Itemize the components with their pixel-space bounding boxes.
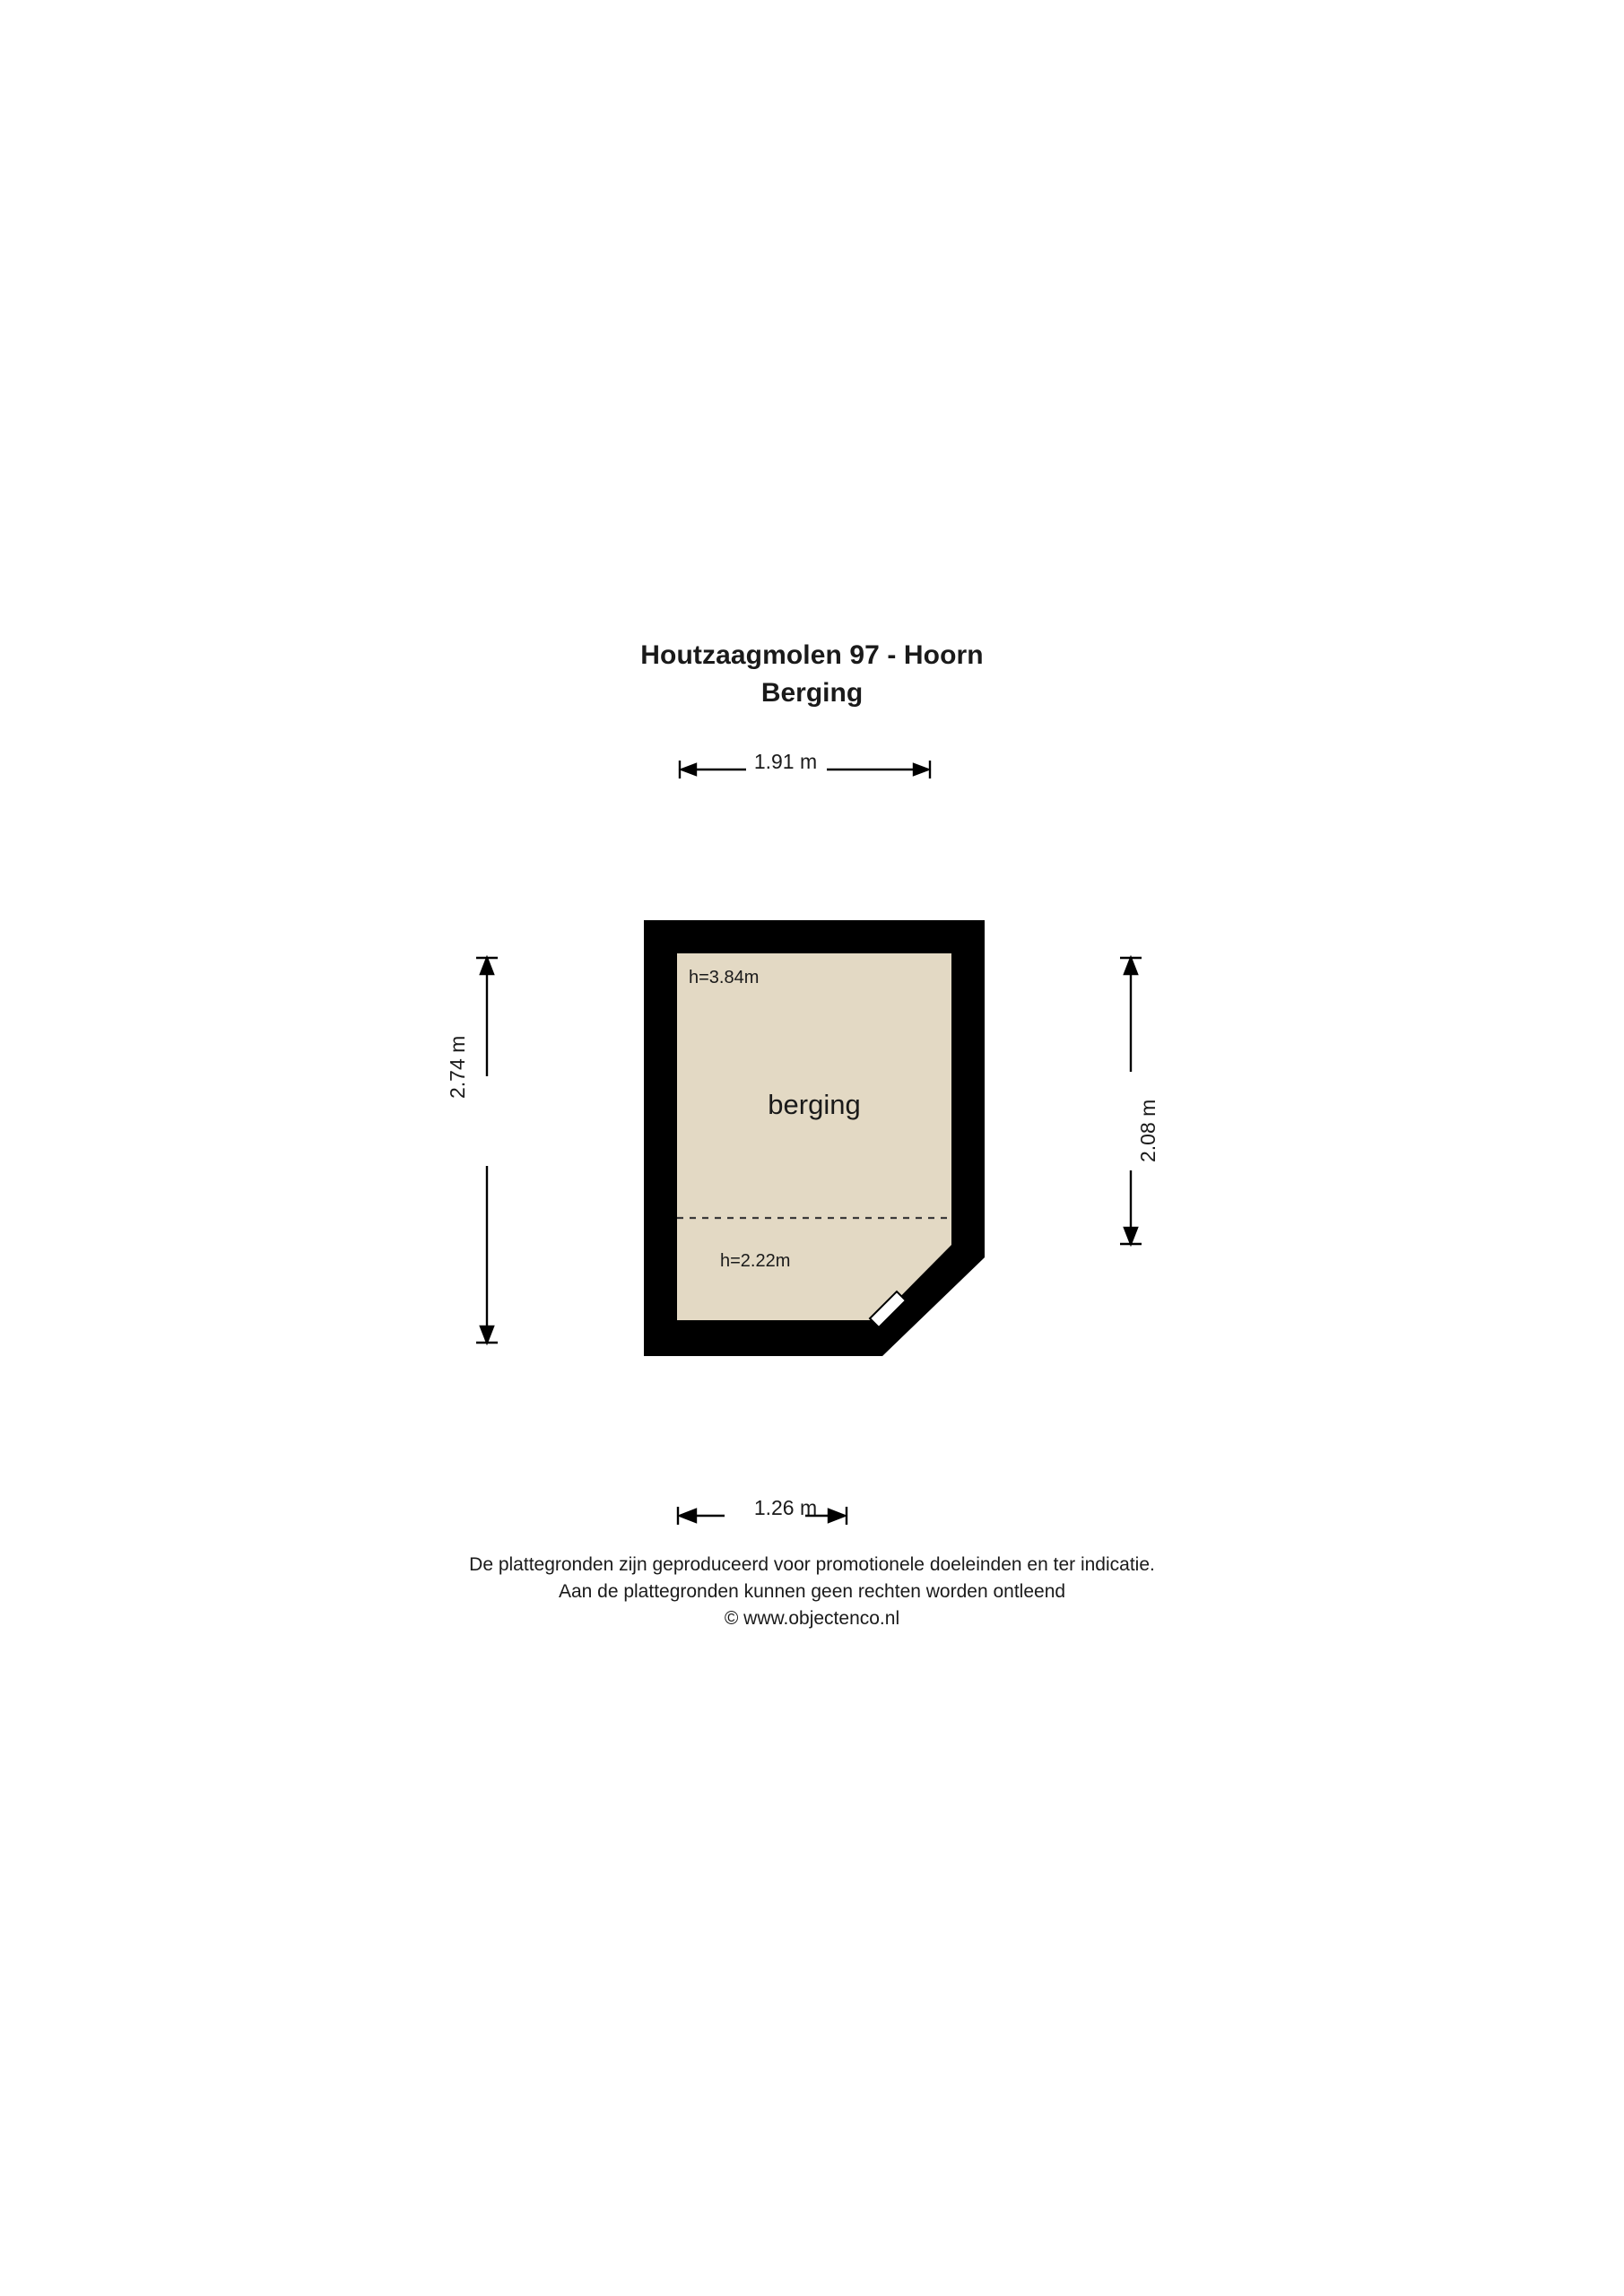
floorplan-drawing (644, 920, 985, 1356)
dimension-right: 2.08 m (1136, 1099, 1159, 1162)
page-title (0, 637, 1624, 712)
dimension-left: 2.74 m (446, 1035, 469, 1099)
title-address: Houtzaagmolen 97 - Hoorn (640, 640, 984, 670)
room-name-label: berging (768, 1089, 861, 1120)
disclaimer-line-2: Aan de plattegronden kunnen geen rechten worden ontleend (558, 1581, 1066, 1602)
height-label-upper: h=3.84m (689, 968, 760, 987)
height-label-lower: h=2.22m (720, 1251, 791, 1271)
disclaimer-copyright: © www.objectenco.nl (724, 1608, 900, 1629)
dimension-bottom: 1.26 m (753, 1496, 818, 1519)
disclaimer-block (0, 1552, 1624, 1632)
title-floor: Berging (760, 678, 864, 708)
disclaimer-line-1: De plattegronden zijn geproduceerd voor promotionele doeleinden en ter indicatie. (469, 1554, 1155, 1575)
room-floor (677, 953, 951, 1320)
dimension-top: 1.91 m (753, 750, 818, 773)
